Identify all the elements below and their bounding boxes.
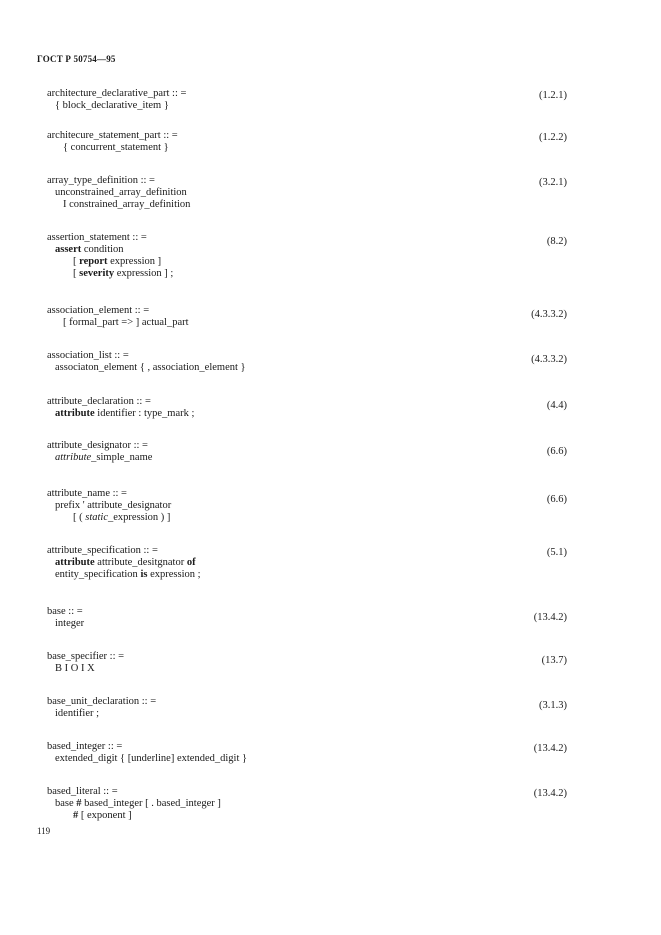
section-reference: (4.4) (546, 400, 567, 411)
rule-line (47, 232, 567, 244)
grammar-rule (47, 440, 567, 464)
rule-line (47, 142, 567, 154)
keyword: assert (55, 244, 82, 255)
keyword: # (76, 798, 82, 809)
rule-line (47, 810, 567, 822)
rule-line (47, 618, 567, 630)
grammar-rule (47, 606, 567, 630)
rule-line (47, 569, 567, 581)
rule-line (47, 440, 567, 452)
rule-line (47, 753, 567, 765)
rule-line (47, 798, 567, 810)
section-reference: (13.4.2) (533, 788, 567, 799)
rule-line (47, 651, 567, 663)
rule-line (47, 362, 567, 374)
section-reference: (5.1) (546, 547, 567, 558)
rule-text: array_type_definition :: = (47, 175, 155, 186)
rule-line (47, 199, 567, 211)
rule-text: expression ] ; (114, 268, 174, 279)
rule-line (47, 500, 567, 512)
grammar-rule (47, 396, 567, 420)
keyword: of (186, 557, 196, 568)
rule-line (47, 708, 567, 720)
rule-text: extended_digit { [underline] extended_digit } (55, 753, 248, 764)
rule-line (47, 488, 567, 500)
rule-text: attribute_designator :: = (47, 440, 148, 451)
keyword: severity (79, 268, 115, 279)
rule-line (47, 741, 567, 753)
rule-text: architecture_declarative_part :: = (47, 88, 187, 99)
section-reference: (8.2) (546, 236, 567, 247)
rule-text: base :: = (47, 606, 83, 617)
rule-line (47, 663, 567, 675)
rule-line (47, 268, 567, 280)
keyword: attribute (55, 408, 95, 419)
grammar-rule (47, 741, 567, 765)
rule-text: base (55, 798, 77, 809)
rule-line (47, 545, 567, 557)
rule-text: expression ; (147, 569, 201, 580)
rule-line (47, 696, 567, 708)
section-reference: (1.2.2) (539, 132, 567, 143)
rule-text: based_integer :: = (47, 741, 123, 752)
rule-line (47, 557, 567, 569)
grammar-rule (47, 651, 567, 675)
rule-text: based_literal :: = (47, 786, 118, 797)
rule-text: { concurrent_statement } (63, 142, 169, 153)
grammar-rule (47, 305, 567, 329)
rule-text: identifier ; (55, 708, 100, 719)
document-header: ГОСТ Р 50754—95 (37, 54, 116, 64)
rule-line (47, 100, 567, 112)
rule-text: condition (81, 244, 124, 255)
grammar-rule (47, 232, 567, 280)
rule-text: B I O I X (55, 663, 95, 674)
rule-text: associaton_element { , association_element } (55, 362, 246, 373)
rule-text: attribute_desitgnator (94, 557, 187, 568)
rule-text: attribute_declaration :: = (47, 396, 151, 407)
rule-text: association_element :: = (47, 305, 150, 316)
rule-text: identifier : type_mark ; (94, 408, 195, 419)
section-reference: (6.6) (546, 494, 567, 505)
rule-text: [ formal_part => ] actual_part (63, 317, 189, 328)
rule-text: prefix ' attribute_designator (55, 500, 172, 511)
rule-line (47, 396, 567, 408)
rule-text: attribute_specification :: = (47, 545, 158, 556)
section-reference: (6.6) (546, 446, 567, 457)
rule-line (47, 606, 567, 618)
keyword: is (140, 569, 148, 580)
rule-text: [ (73, 256, 80, 267)
grammar-rule (47, 696, 567, 720)
keyword: report (79, 256, 108, 267)
grammar-rule (47, 130, 567, 154)
rule-text: [ ( (73, 512, 86, 523)
section-reference: (1.2.1) (539, 90, 567, 101)
grammar-rule (47, 786, 567, 822)
section-reference: (4.3.3.2) (531, 309, 567, 320)
italic-prefix: static (85, 512, 108, 523)
rule-text: base_unit_declaration :: = (47, 696, 157, 707)
rule-text: expression ] (107, 256, 162, 267)
rule-line (47, 786, 567, 798)
grammar-rule (47, 488, 567, 524)
section-reference: (3.2.1) (539, 177, 567, 188)
rule-line (47, 317, 567, 329)
rule-line (47, 305, 567, 317)
grammar-rule (47, 350, 567, 374)
rule-text: [ exponent ] (78, 810, 132, 821)
rule-line (47, 187, 567, 199)
section-reference: (13.7) (541, 655, 567, 666)
section-reference: (13.4.2) (533, 743, 567, 754)
section-reference: (13.4.2) (533, 612, 567, 623)
rule-line (47, 350, 567, 362)
rule-text: base_specifier :: = (47, 651, 125, 662)
grammar-rule (47, 175, 567, 211)
section-reference: (4.3.3.2) (531, 354, 567, 365)
keyword: attribute (55, 557, 95, 568)
rule-line (47, 175, 567, 187)
rule-text: { block_declarative_item } (55, 100, 169, 111)
rule-text: integer (55, 618, 85, 629)
rule-text: unconstrained_array_definition (55, 187, 187, 198)
keyword: # (73, 810, 79, 821)
rule-text: _simple_name (91, 452, 153, 463)
rule-text: assertion_statement :: = (47, 232, 147, 243)
rule-text: _expression ) ] (108, 512, 171, 523)
rule-text: architecure_statement_part :: = (47, 130, 178, 141)
rule-text: entity_specification (55, 569, 141, 580)
rule-text: based_integer [ . based_integer ] (81, 798, 221, 809)
italic-prefix: attribute (55, 452, 92, 463)
grammar-rule (47, 88, 567, 112)
page-number: 119 (37, 826, 51, 836)
rule-text: association_list :: = (47, 350, 129, 361)
section-reference: (3.1.3) (539, 700, 567, 711)
rule-line (47, 244, 567, 256)
rule-text: I constrained_array_definition (63, 199, 191, 210)
rule-line (47, 512, 567, 524)
grammar-rule (47, 545, 567, 581)
rule-text: [ (73, 268, 80, 279)
rule-line (47, 88, 567, 100)
rule-line (47, 256, 567, 268)
rule-line (47, 408, 567, 420)
rule-line (47, 452, 567, 464)
rule-text: attribute_name :: = (47, 488, 127, 499)
rule-line (47, 130, 567, 142)
